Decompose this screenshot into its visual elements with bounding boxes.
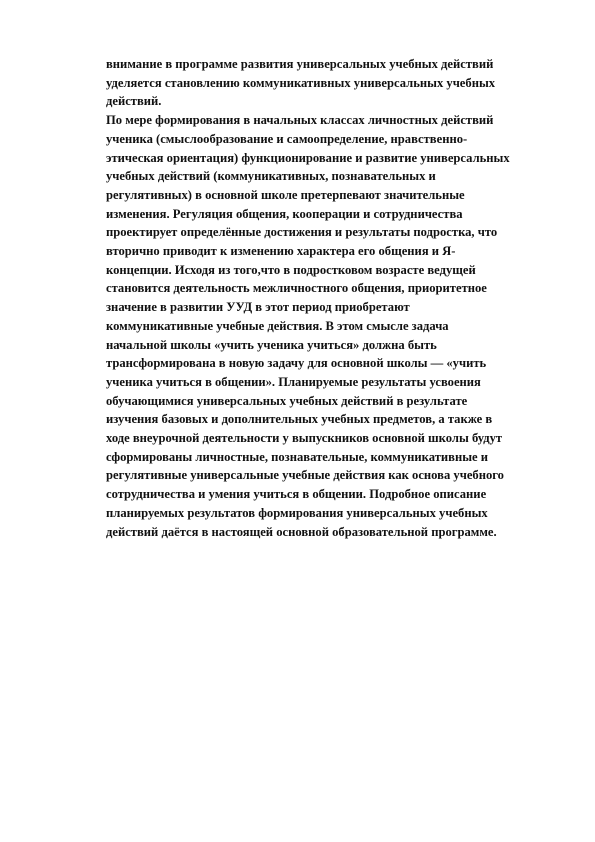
text-line: внимание в программе развития универсальных учебных действий <box>106 57 494 71</box>
text-line: По мере формирования в начальных классах личностных действий <box>106 113 494 128</box>
text-line: начальной школы «учить ученика учиться» должна быть <box>106 337 437 352</box>
text-line: планируемых результатов формирования универсальных учебных <box>106 505 488 520</box>
text-line: регулятивные универсальные учебные действия как основа учебного <box>106 468 504 483</box>
text-line: становится деятельность межличностного общения, приоритетное <box>106 281 487 296</box>
text-line: уделяется становлению коммуникативных универсальных учебных <box>106 75 496 90</box>
text-line: изучения базовых и дополнительных учебных предметов, а также в <box>106 412 493 427</box>
text-line: изменения. Регуляция общения, кооперации и сотрудничества <box>106 206 463 221</box>
text-line: обучающимися универсальных учебных действий в результате <box>106 393 468 408</box>
text-line: проектирует определённые достижения и результаты подростка, что <box>106 225 498 240</box>
text-line: ученика (смыслообразование и самоопределение, нравственно- <box>106 131 468 146</box>
text-line: ученика учиться в общении». Планируемые результаты усвоения <box>106 374 481 389</box>
text-line: сформированы личностные, познавательные, коммуникативные и <box>106 449 489 464</box>
text-line: учебных действий (коммуникативных, познавательных и <box>106 169 436 184</box>
body-text <box>106 55 566 541</box>
text-line: регулятивных) в основной школе претерпевают значительные <box>106 187 465 202</box>
text-line: сотрудничества и умения учиться в общении. Подробное описание <box>106 487 487 502</box>
text-line: значение в развитии УУД в этот период приобретают <box>106 300 410 315</box>
text-line: коммуникативные учебные действия. В этом смысле задача <box>106 318 449 333</box>
text-line: концепции. Исходя из того,что в подростковом возрасте ведущей <box>106 262 476 277</box>
text-line: этическая ориентация) функционирование и развитие универсальных <box>106 150 510 165</box>
text-line: трансформирована в новую задачу для основной школы — «учить <box>106 356 487 371</box>
text-line: вторично приводит к изменению характера его общения и Я- <box>106 244 456 259</box>
text-line: действий даётся в настоящей основной образовательной программе. <box>106 524 497 539</box>
text-line: действий. <box>106 94 162 109</box>
text-line: ходе внеурочной деятельности у выпускников основной школы будут <box>106 431 503 446</box>
